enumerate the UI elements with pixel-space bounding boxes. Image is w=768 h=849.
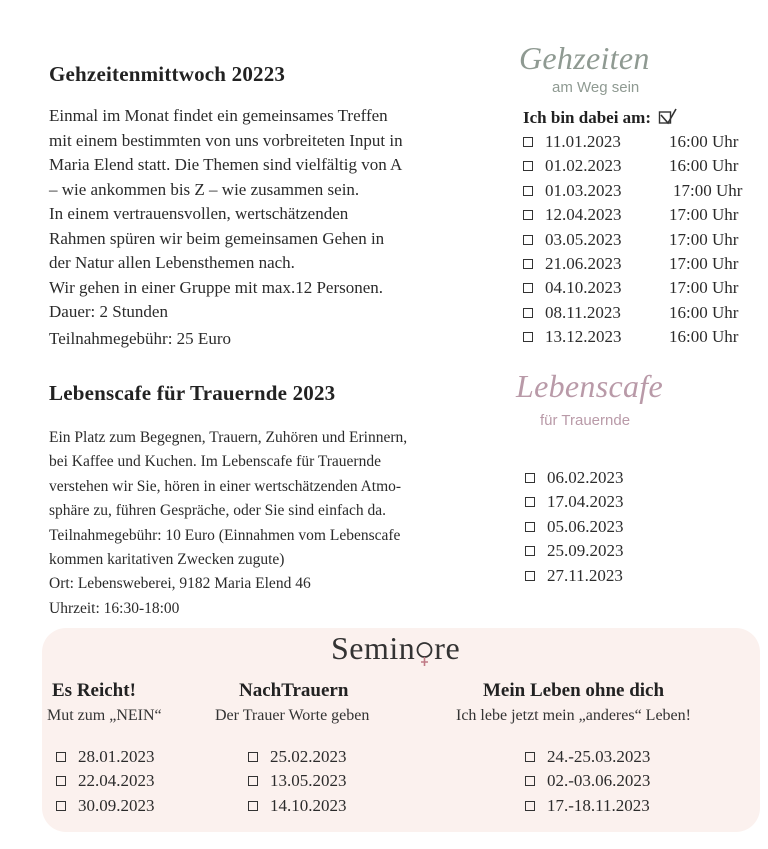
date-text: 06.02.2023 — [547, 468, 624, 487]
checkbox[interactable] — [248, 776, 258, 786]
seminar-title-mein-leben: Mein Leben ohne dich — [483, 680, 665, 701]
gehzeiten-logo-subtitle: am Weg sein — [552, 79, 640, 96]
date-text: 22.04.2023 — [78, 771, 155, 791]
gehzeiten-logo: Gehzeiten — [519, 40, 650, 76]
date-text: 02.-03.06.2023 — [547, 771, 651, 791]
seminar-date-option[interactable] — [248, 769, 347, 793]
signup-label — [523, 105, 678, 128]
date-text: 25.09.2023 — [547, 541, 624, 561]
lebenscafe-date-option[interactable] — [525, 515, 624, 539]
gehzeiten-date-list — [523, 130, 758, 350]
date-text: 11.01.2023 — [545, 132, 621, 151]
date-text: 27.11.2023 — [547, 565, 623, 585]
time-text: 16:00 Uhr — [669, 302, 739, 322]
checkbox[interactable] — [523, 332, 533, 342]
lebenscafe-logo-subtitle: für Trauernde — [540, 412, 631, 429]
lebenscafe-date-list — [525, 466, 624, 588]
checked-box-icon — [658, 108, 678, 131]
gehzeiten-line: Maria Elend statt. Die Themen sind vielfältig von A — [49, 155, 403, 174]
checkbox[interactable] — [525, 522, 535, 532]
gehzeiten-date-option[interactable] — [523, 130, 758, 154]
lebenscafe-date-option[interactable] — [525, 564, 624, 588]
date-text: 21.06.2023 — [545, 253, 622, 273]
lebenscafe-line: Ein Platz zum Begegnen, Trauern, Zuhören und Erinnern, — [49, 429, 408, 446]
date-text: 17.04.2023 — [547, 492, 624, 512]
seminar-title-es-reicht: Es Reicht! — [52, 680, 136, 701]
date-text: 03.05.2023 — [545, 229, 622, 249]
date-text: 12.04.2023 — [545, 205, 622, 225]
gehzeiten-date-option[interactable] — [523, 301, 758, 325]
time-text: 17:00 Uhr — [673, 180, 743, 200]
lebenscafe-line: bei Kaffee und Kuchen. Im Lebenscafe für Trauernde — [49, 453, 381, 471]
gehzeiten-description — [49, 104, 485, 325]
lebenscafe-date-option[interactable] — [525, 539, 624, 563]
date-text: 13.05.2023 — [270, 771, 347, 791]
seminar-date-option[interactable] — [56, 745, 155, 769]
checkbox[interactable] — [523, 259, 533, 269]
gehzeiten-fee: Teilnahmegebühr: 25 Euro — [49, 329, 231, 348]
checkbox[interactable] — [525, 546, 535, 556]
seminar-date-list — [525, 745, 650, 818]
time-text: 17:00 Uhr — [669, 253, 739, 273]
checkbox[interactable] — [525, 801, 535, 811]
seminare-title-start: Semin — [331, 630, 416, 666]
lebenscafe-date-option[interactable] — [525, 490, 624, 514]
gehzeiten-date-option[interactable] — [523, 228, 758, 252]
lebenscafe-line: Teilnahmegebühr: 10 Euro (Einnahmen vom Lebenscafe — [49, 526, 401, 544]
gehzeiten-line: Rahmen spüren wir beim gemeinsamen Gehen in — [49, 228, 385, 248]
lebenscafe-line: sphäre zu, führen Gespräche, oder Sie sind einfach da. — [49, 502, 386, 520]
checkbox[interactable] — [525, 776, 535, 786]
date-text: 13.12.2023 — [545, 327, 622, 347]
seminar-date-list — [56, 745, 155, 818]
gehzeiten-line: Wir gehen in einer Gruppe mit max.12 Personen. — [49, 277, 384, 297]
seminar-date-option[interactable] — [525, 794, 650, 818]
checkbox[interactable] — [525, 571, 535, 581]
time-text: 16:00 Uhr — [669, 156, 739, 176]
gehzeiten-date-option[interactable] — [523, 154, 758, 178]
checkbox[interactable] — [525, 752, 535, 762]
checkbox[interactable] — [523, 161, 533, 171]
checkbox[interactable] — [248, 801, 258, 811]
seminar-date-option[interactable] — [56, 794, 155, 818]
time-text: 16:00 Uhr — [669, 132, 739, 151]
seminar-subtitle: Mut zum „NEIN“ — [47, 707, 162, 724]
checkbox[interactable] — [56, 801, 66, 811]
time-text: 17:00 Uhr — [669, 278, 739, 298]
venus-icon — [415, 639, 434, 659]
date-text: 08.11.2023 — [545, 302, 621, 322]
seminar-subtitle: Der Trauer Worte geben — [215, 707, 370, 724]
lebenscafe-title: Lebenscafe für Trauernde 2023 — [49, 381, 336, 405]
checkbox[interactable] — [56, 776, 66, 786]
checkbox[interactable] — [523, 235, 533, 245]
date-text: 17.-18.11.2023 — [547, 795, 650, 815]
seminar-date-option[interactable] — [248, 745, 347, 769]
checkbox[interactable] — [523, 137, 533, 147]
time-text: 16:00 Uhr — [669, 327, 739, 347]
seminare-title — [331, 630, 460, 667]
signup-label-text: Ich bin dabei am: — [523, 108, 651, 127]
gehzeiten-date-option[interactable] — [523, 203, 758, 227]
time-text: 17:00 Uhr — [669, 205, 739, 225]
gehzeiten-date-option[interactable] — [523, 325, 758, 349]
checkbox[interactable] — [248, 752, 258, 762]
checkbox[interactable] — [523, 283, 533, 293]
date-text: 30.09.2023 — [78, 795, 155, 815]
date-text: 04.10.2023 — [545, 278, 622, 298]
lebenscafe-line: Uhrzeit: 16:30-18:00 — [49, 599, 180, 617]
seminar-date-option[interactable] — [525, 769, 650, 793]
gehzeiten-line: In einem vertrauensvollen, wertschätzenden — [49, 204, 349, 223]
gehzeiten-date-option[interactable] — [523, 179, 758, 203]
lebenscafe-date-option[interactable] — [525, 466, 624, 490]
date-text: 25.02.2023 — [270, 747, 347, 766]
date-text: 14.10.2023 — [270, 795, 347, 815]
lebenscafe-line: verstehen wir Sie, hören in einer wertschätzenden Atmo- — [49, 477, 402, 495]
checkbox[interactable] — [525, 497, 535, 507]
gehzeiten-line: Einmal im Monat findet ein gemeinsames Treffen — [49, 106, 388, 125]
gehzeiten-line: der Natur allen Lebensthemen nach. — [49, 253, 295, 272]
checkbox[interactable] — [523, 186, 533, 196]
gehzeiten-date-option[interactable] — [523, 276, 758, 300]
gehzeiten-date-option[interactable] — [523, 252, 758, 276]
seminar-date-option[interactable] — [248, 794, 347, 818]
seminare-title-end: re — [434, 630, 461, 666]
checkbox[interactable] — [56, 752, 66, 762]
checkbox[interactable] — [525, 473, 535, 483]
gehzeiten-line: – wie ankommen bis Z – wie zusammen sein. — [49, 179, 360, 199]
checkbox[interactable] — [523, 308, 533, 318]
date-text: 05.06.2023 — [547, 516, 624, 536]
time-text: 17:00 Uhr — [669, 229, 739, 249]
lebenscafe-description — [49, 426, 485, 621]
seminar-date-option[interactable] — [56, 769, 155, 793]
date-text: 28.01.2023 — [78, 747, 155, 766]
lebenscafe-logo: Lebenscafe — [516, 368, 663, 404]
gehzeiten-line: Dauer: 2 Stunden — [49, 302, 168, 321]
lebenscafe-line: Ort: Lebensweberei, 9182 Maria Elend 46 — [49, 575, 311, 593]
seminar-subtitle: Ich lebe jetzt mein „anderes“ Leben! — [456, 707, 691, 724]
seminar-title-nachtrauern: NachTrauern — [239, 680, 349, 701]
gehzeiten-title: Gehzeitenmittwoch 20223 — [49, 62, 286, 86]
date-text: 01.02.2023 — [545, 156, 622, 176]
seminar-date-option[interactable] — [525, 745, 650, 769]
seminar-date-list — [248, 745, 347, 818]
date-text: 01.03.2023 — [545, 180, 622, 200]
date-text: 24.-25.03.2023 — [547, 747, 651, 766]
checkbox[interactable] — [523, 210, 533, 220]
gehzeiten-line: mit einem bestimmten von uns vorbreiteten Input in — [49, 130, 403, 150]
lebenscafe-line: kommen karitativen Zwecken zugute) — [49, 551, 285, 569]
